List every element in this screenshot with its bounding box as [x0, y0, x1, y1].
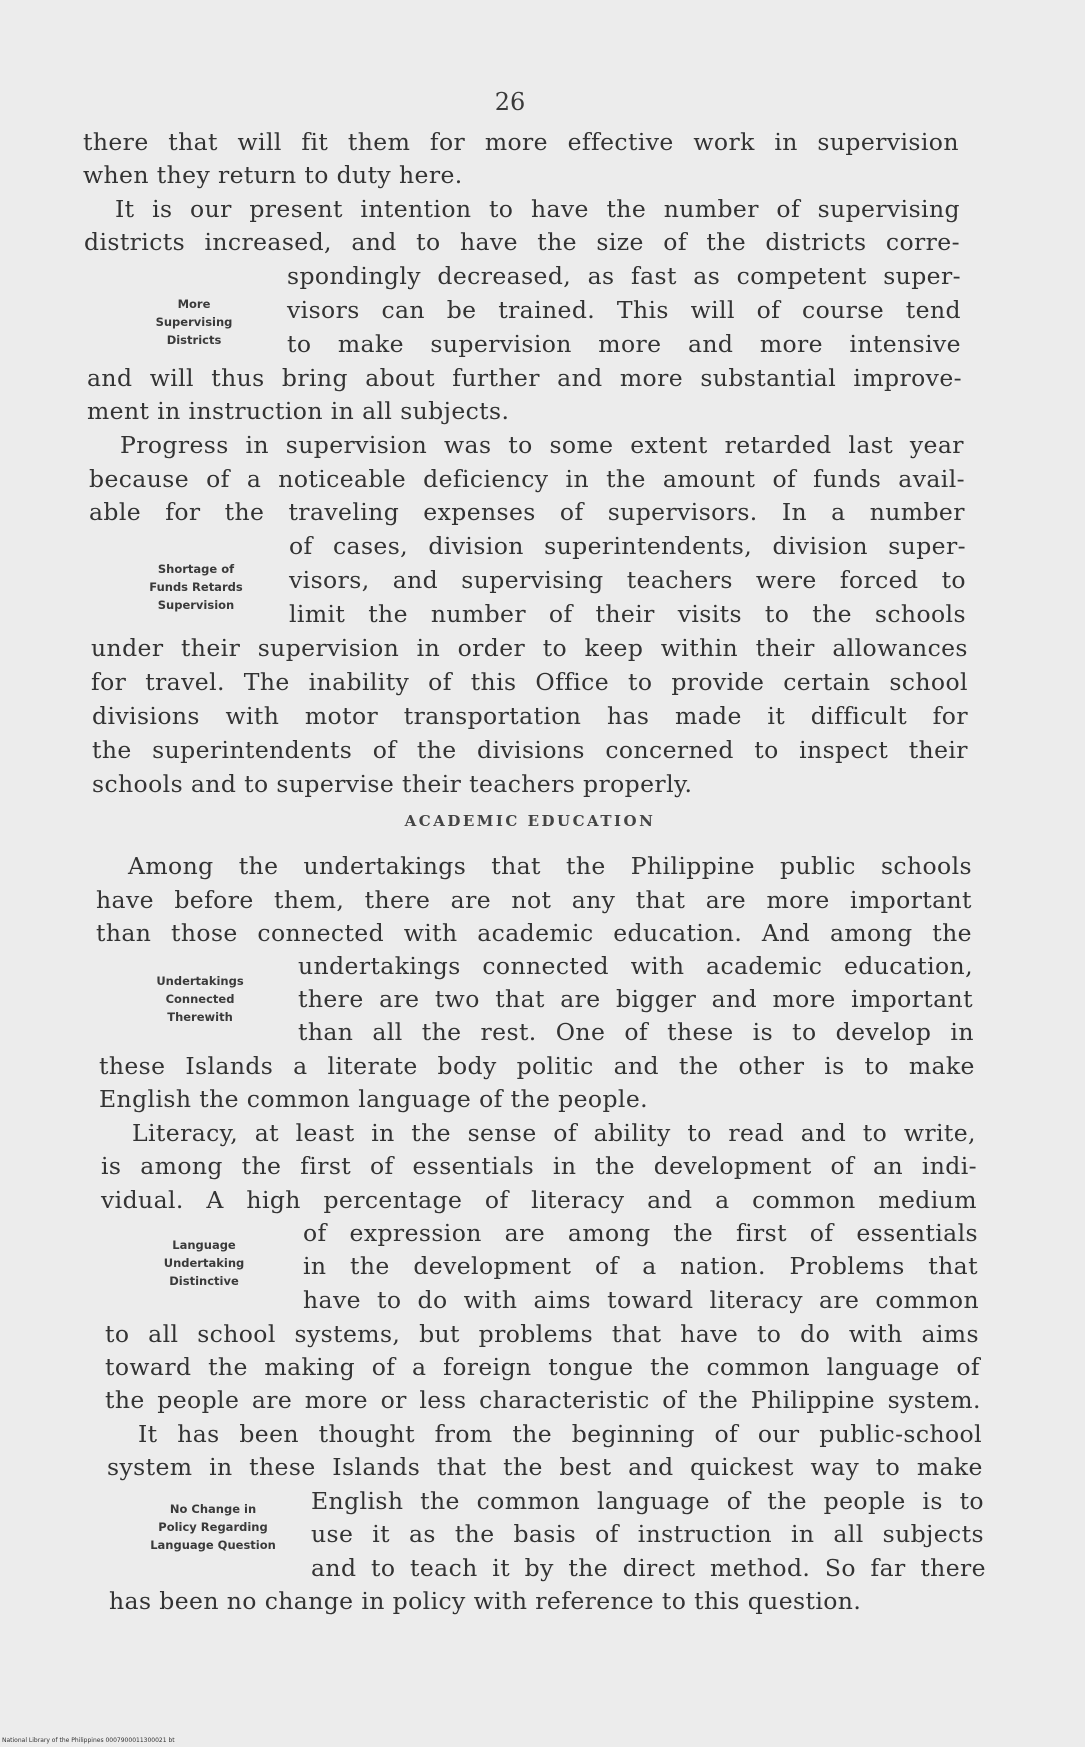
margin-note-line: Language	[172, 1238, 236, 1252]
margin-note-line: Supervision	[157, 598, 235, 612]
text-line: English the common language of the people.	[99, 1085, 648, 1113]
margin-note-line: No Change in	[169, 1502, 257, 1516]
text-line: able for the traveling expenses of supervisors. In a number	[89, 498, 965, 526]
margin-note-undertakings-connected	[130, 972, 270, 1026]
text-line: divisions with motor transportation has made it difficult for	[92, 702, 968, 730]
margin-note-no-change-in-policy	[118, 1500, 308, 1554]
text-line: is among the first of essentials in the development of an indi-	[101, 1152, 977, 1180]
text-line: there that will fit them for more effective work in supervision	[83, 128, 959, 156]
text-line: because of a noticeable deficiency in the amount of funds avail-	[89, 465, 965, 493]
text-line: and will thus bring about further and more substantial improve-	[87, 364, 962, 392]
text-line: of cases, division superintendents, division super-	[289, 532, 966, 560]
text-line: visors, and supervising teachers were forced to	[289, 566, 966, 594]
text-line: there are two that are bigger and more important	[298, 985, 973, 1013]
text-line: to all school systems, but problems that have to do with aims	[105, 1320, 979, 1348]
text-line: It is our present intention to have the number of supervising	[115, 195, 960, 223]
text-line: have before them, there are not any that are more important	[96, 886, 972, 914]
text-line: Progress in supervision was to some extent retarded last year	[120, 431, 964, 459]
text-line: system in these Islands that the best and quickest way to make	[107, 1453, 983, 1481]
text-line: than those connected with academic education. And among the	[96, 919, 972, 947]
text-line: spondingly decreased, as fast as competent super-	[287, 262, 961, 290]
text-line: visors can be trained. This will of course tend	[287, 296, 961, 324]
margin-note-line: Undertaking	[163, 1256, 245, 1270]
text-line: English the common language of the people is to	[311, 1487, 984, 1515]
text-line: to make supervision more and more intensive	[287, 330, 961, 358]
text-line: the superintendents of the divisions concerned to inspect their	[92, 736, 968, 764]
margin-note-line: Undertakings	[156, 974, 244, 988]
text-line: schools and to supervise their teachers properly.	[92, 770, 693, 798]
margin-note-language-undertaking	[134, 1236, 274, 1290]
text-line: ment in instruction in all subjects.	[87, 397, 510, 425]
text-line: when they return to duty here.	[83, 161, 463, 189]
scan-footer: National Library of the Philippines 0007900011300021 bt	[2, 1737, 175, 1744]
text-line: undertakings connected with academic education,	[298, 952, 973, 980]
text-line: in the development of a nation. Problems that	[303, 1252, 978, 1280]
margin-note-line: Connected	[165, 992, 235, 1006]
text-line: It has been thought from the beginning of our public-school	[138, 1420, 982, 1448]
margin-note-more-supervising-districts	[124, 295, 264, 349]
section-heading: ACADEMIC EDUCATION	[404, 812, 656, 830]
text-line: have to do with aims toward literacy are common	[303, 1286, 979, 1314]
margin-note-line: More	[177, 297, 211, 311]
text-line: under their supervision in order to keep within their allowances	[91, 634, 968, 662]
text-line: districts increased, and to have the size of the districts corre-	[84, 228, 960, 256]
margin-note-line: Therewith	[167, 1010, 233, 1024]
text-line: toward the making of a foreign tongue the common language of	[105, 1353, 980, 1381]
margin-note-line: Supervising	[155, 315, 233, 329]
margin-note-line: Funds Retards	[149, 580, 243, 594]
text-line: limit the number of their visits to the schools	[289, 600, 966, 628]
text-line: of expression are among the first of essentials	[303, 1219, 978, 1247]
text-line: and to teach it by the direct method. So far there	[311, 1554, 986, 1582]
text-line: has been no change in policy with reference to this question.	[109, 1587, 862, 1615]
margin-note-line: Policy Regarding	[158, 1520, 268, 1534]
margin-note-line: Language Question	[150, 1538, 276, 1552]
text-line: the people are more or less characteristic of the Philippine system.	[105, 1386, 981, 1414]
page-number: 26	[494, 88, 526, 116]
margin-note-line: Districts	[166, 333, 222, 347]
margin-note-line: Distinctive	[169, 1274, 239, 1288]
text-line: use it as the basis of instruction in all subjects	[311, 1520, 984, 1548]
margin-note-shortage-of-funds	[126, 560, 266, 614]
text-line: for travel. The inability of this Office to provide certain school	[91, 668, 968, 696]
text-line: Among the undertakings that the Philippine public schools	[128, 852, 972, 880]
text-line: vidual. A high percentage of literacy and a common medium	[101, 1186, 977, 1214]
text-line: these Islands a literate body politic and the other is to make	[99, 1052, 975, 1080]
text-line: Literacy, at least in the sense of ability to read and to write,	[132, 1119, 976, 1147]
margin-note-line: Shortage of	[157, 562, 235, 576]
text-line: than all the rest. One of these is to develop in	[298, 1018, 974, 1046]
